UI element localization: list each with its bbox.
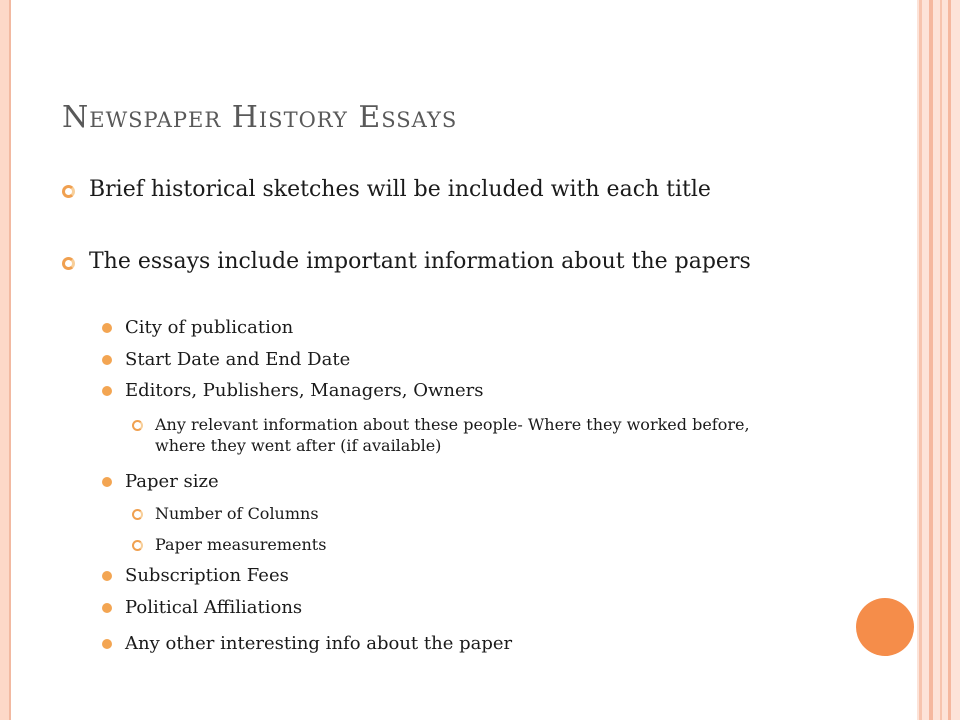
sub-bullet-text: Any other interesting info about the paper (125, 633, 513, 654)
bullet-text: Brief historical sketches will be included with each title (89, 177, 711, 202)
sub-bullet-text: Editors, Publishers, Managers, Owners (125, 380, 484, 401)
left-frame-band (0, 0, 9, 720)
ring-bullet-icon (132, 420, 143, 431)
sub-bullet-text: Political Affiliations (125, 597, 303, 618)
dot-bullet-icon (102, 477, 112, 487)
ring-bullet-icon (62, 257, 75, 270)
sub-bullet-text: City of publication (125, 317, 294, 338)
ring-bullet-icon (62, 185, 75, 198)
dot-bullet-icon (102, 386, 112, 396)
dot-bullet-icon (102, 603, 112, 613)
dot-bullet-icon (102, 355, 112, 365)
sub-sub-bullet-text: Number of Columns (155, 504, 319, 523)
bullet-text: The essays include important information about the papers (89, 249, 751, 274)
slide-title: Newspaper History Essays (62, 100, 458, 135)
ring-bullet-icon (132, 540, 143, 551)
sub-bullet-text: Subscription Fees (125, 565, 289, 586)
ring-bullet-icon (132, 509, 143, 520)
right-frame-stripe (948, 0, 951, 720)
sub-sub-bullet-text: Paper measurements (155, 535, 327, 554)
sub-bullet-text: Start Date and End Date (125, 349, 351, 370)
dot-bullet-icon (102, 571, 112, 581)
sub-sub-bullet-text: Any relevant information about these people- Where they worked before, where they went after (if available) (155, 415, 750, 455)
left-frame-line (9, 0, 11, 720)
dot-bullet-icon (102, 639, 112, 649)
right-frame-stripe (940, 0, 942, 720)
right-frame-band (917, 0, 960, 720)
dot-bullet-icon (102, 323, 112, 333)
decorative-orange-circle (856, 598, 914, 656)
right-frame-stripe (919, 0, 922, 720)
right-frame-stripe (929, 0, 933, 720)
sub-bullet-text: Paper size (125, 471, 219, 492)
